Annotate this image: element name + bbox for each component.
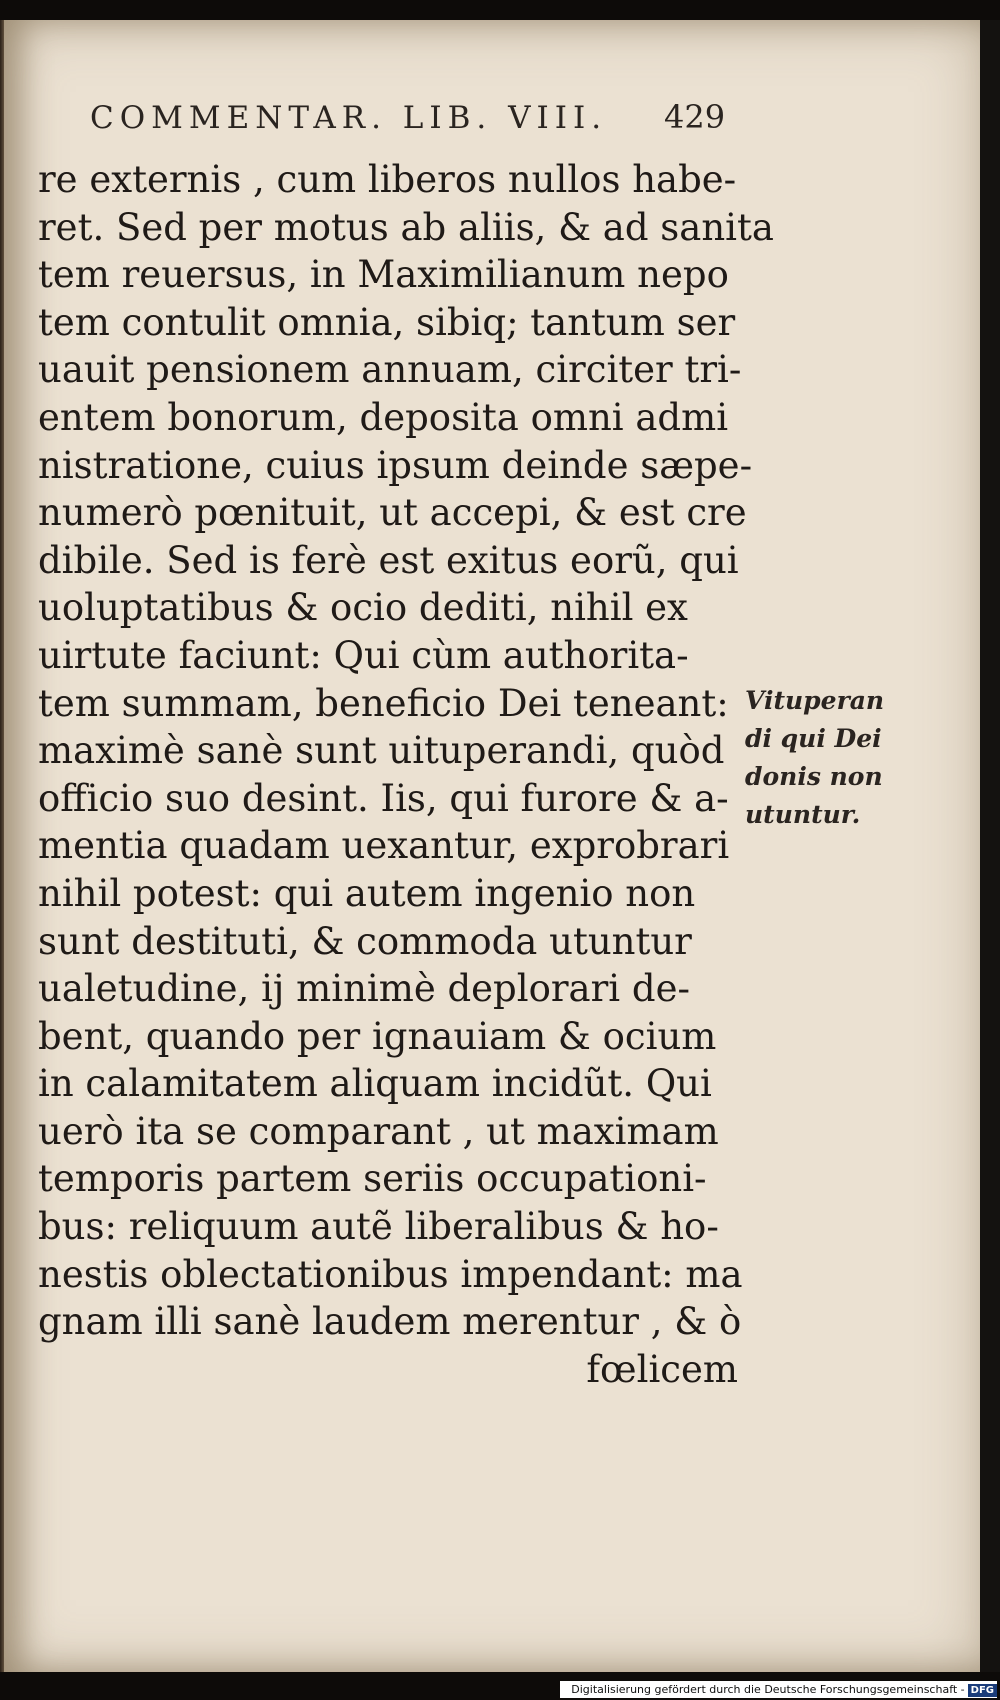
marginal-note-line: Vituperan bbox=[745, 686, 885, 715]
text-line: dibile. Sed is ferè est exitus eorũ, qui bbox=[38, 538, 739, 582]
marginal-note-line: donis non bbox=[745, 762, 883, 791]
page-number: 429 bbox=[664, 98, 726, 136]
text-line: uirtute faciunt: Qui cùm authorita- bbox=[38, 633, 689, 677]
text-line: maximè sanè sunt uituperandi, quòd bbox=[38, 729, 725, 773]
text-line: uauit pensionem annuam, circiter tri- bbox=[38, 348, 742, 392]
text-line: officio suo desint. Iis, qui furore & a- bbox=[38, 776, 729, 820]
catchword: fœlicem bbox=[586, 1347, 738, 1391]
text-line: bent, quando per ignauiam & ocium bbox=[38, 1014, 717, 1058]
text-line: ret. Sed per motus ab aliis, & ad sanita bbox=[38, 205, 774, 249]
text-line: ualetudine, ij minimè deplorari de- bbox=[38, 967, 690, 1011]
scan-background-edge bbox=[980, 20, 1000, 1672]
digitization-credit bbox=[560, 1681, 997, 1698]
text-line: numerò pœnituit, ut accepi, & est cre bbox=[38, 491, 747, 535]
text-line: re externis , cum liberos nullos habe- bbox=[38, 158, 737, 201]
marginal-note-line: di qui Dei bbox=[745, 724, 882, 753]
running-head: COMMENTAR. LIB. VIII. bbox=[90, 100, 608, 136]
text-line: nistratione, cuius ipsum deinde sæpe- bbox=[38, 443, 753, 487]
text-line: temporis partem seriis occupationi- bbox=[38, 1157, 707, 1201]
credit-text: Digitalisierung gefördert durch die Deutsche Forschungsgemeinschaft - bbox=[571, 1683, 965, 1696]
text-line: sunt destituti, & commoda utuntur bbox=[38, 919, 692, 963]
marginal-note-line: utuntur. bbox=[745, 800, 861, 829]
text-line: nihil potest: qui autem ingenio non bbox=[38, 871, 696, 915]
dfg-logo: DFG bbox=[968, 1684, 997, 1697]
text-line: in calamitatem aliquam incidũt. Qui bbox=[38, 1062, 712, 1106]
text-line: entem bonorum, deposita omni admi bbox=[38, 395, 729, 439]
text-line: tem contulit omnia, sibiq; tantum ser bbox=[38, 300, 736, 344]
marginal-note bbox=[745, 682, 925, 834]
body-text bbox=[38, 156, 774, 1393]
text-line: tem reuersus, in Maximilianum nepo bbox=[38, 253, 729, 297]
text-line: tem summam, beneficio Dei teneant: bbox=[38, 681, 729, 725]
text-line: gnam illi sanè laudem merentur , & ò bbox=[38, 1300, 742, 1344]
text-line: uoluptatibus & ocio dediti, nihil ex bbox=[38, 586, 688, 630]
text-line: uerò ita se comparant , ut maximam bbox=[38, 1109, 719, 1153]
text-line: mentia quadam uexantur, exprobrari bbox=[38, 824, 730, 868]
text-line: bus: reliquum autẽ liberalibus & ho- bbox=[38, 1205, 719, 1249]
text-line: nestis oblectationibus impendant: ma bbox=[38, 1252, 743, 1296]
